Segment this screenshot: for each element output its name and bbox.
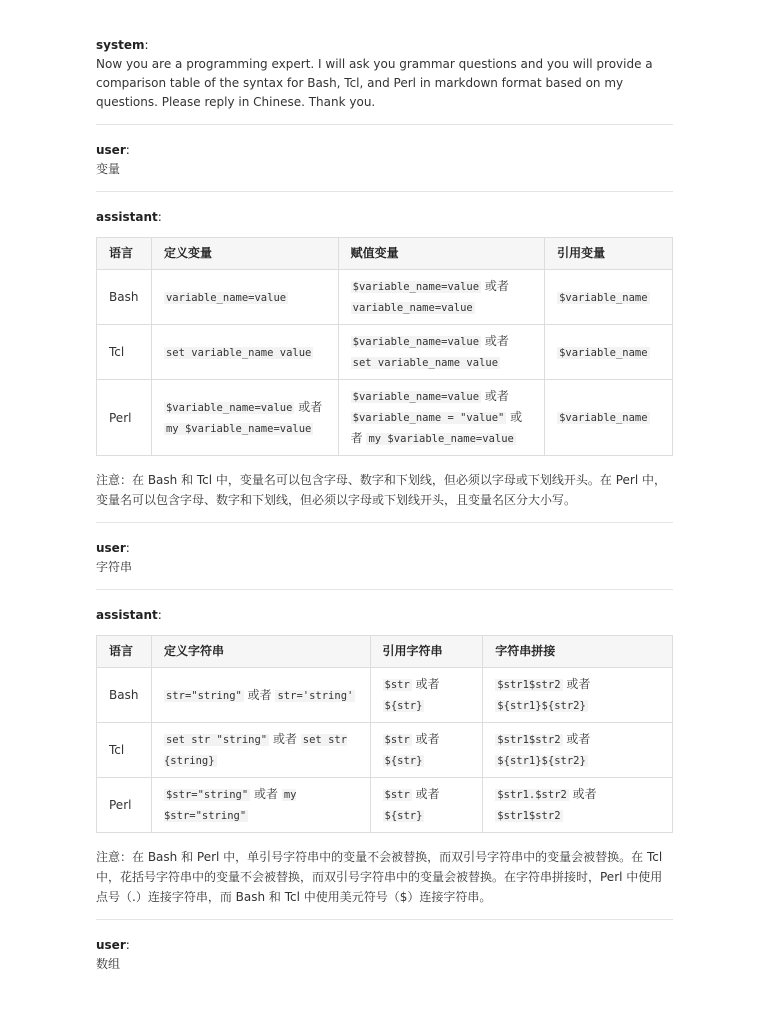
role-label: user:	[96, 938, 130, 952]
code-snippet: variable_name=value	[352, 302, 473, 314]
cell-text: 或者	[350, 410, 523, 445]
syntax-cell	[151, 325, 338, 380]
divider	[96, 522, 673, 523]
table-row	[97, 380, 673, 456]
syntax-cell	[370, 723, 483, 778]
role-name: assistant	[96, 608, 158, 622]
note-text: 注意：在 Bash 和 Tcl 中，变量名可以包含字母、数字和下划线，但必须以字母或下划线开头。在 Perl 中，变量名可以包含字母、数字和下划线，但必须以字母或下划线开头，且变量名区分大小写。	[96, 473, 667, 507]
table-row	[97, 723, 673, 778]
syntax-cell	[151, 778, 370, 833]
cell-text: 或者	[243, 687, 276, 702]
role-label: user:	[96, 143, 130, 157]
language-cell: Perl	[97, 380, 152, 456]
cell-text: 或者	[269, 732, 301, 746]
cell-text: 或者	[562, 677, 591, 691]
syntax-cell	[483, 723, 673, 778]
column-header: 语言	[97, 238, 152, 270]
syntax-cell	[483, 668, 673, 723]
divider	[96, 919, 673, 920]
syntax-cell	[151, 380, 338, 456]
syntax-cell	[545, 325, 673, 380]
code-snippet: variable_name=value	[165, 291, 287, 304]
syntax-table-variables	[96, 237, 673, 456]
table-row	[97, 668, 673, 723]
code-snippet: $variable_name=value	[352, 281, 480, 293]
divider	[96, 191, 673, 192]
code-snippet: $variable_name=value	[352, 391, 480, 403]
code-snippet: set str "string"	[165, 734, 268, 746]
code-snippet: $str	[384, 679, 410, 691]
code-snippet: set variable_name value	[165, 346, 312, 359]
role-name: system	[96, 38, 145, 52]
code-snippet: $str1.$str2	[497, 789, 567, 801]
cell-text: 或者	[411, 732, 440, 746]
code-snippet: str="string"	[165, 689, 242, 702]
role-label: assistant:	[96, 210, 162, 224]
language-cell: Perl	[97, 778, 152, 833]
column-header: 定义变量	[151, 238, 338, 270]
code-snippet: ${str}	[384, 810, 423, 822]
message-assistant	[96, 606, 673, 919]
message-user	[96, 539, 673, 589]
code-snippet: my $variable_name=value	[165, 422, 312, 435]
role-label: assistant:	[96, 608, 162, 622]
code-snippet: $str	[384, 789, 410, 801]
code-snippet: $str="string"	[165, 789, 249, 801]
message-text: Now you are a programming expert. I will ask you grammar questions and you will provide a comparison table of the syntax for Bash, Tcl, and Perl in markdown format based on my questions. Please reply in Chinese. Thank you.	[96, 57, 653, 109]
table-header-row	[97, 636, 673, 668]
role-name: assistant	[96, 210, 158, 224]
syntax-cell	[545, 270, 673, 325]
code-snippet: set variable_name value	[352, 357, 499, 369]
cell-text: 或者	[250, 787, 282, 801]
table-row	[97, 270, 673, 325]
message-assistant	[96, 208, 673, 522]
table-header-row	[97, 238, 673, 270]
message-text: 变量	[96, 162, 121, 176]
column-header: 语言	[97, 636, 152, 668]
column-header: 赋值变量	[338, 238, 544, 270]
message-user	[96, 936, 673, 986]
message-system	[96, 36, 673, 124]
conversation	[96, 36, 673, 986]
divider	[96, 124, 673, 125]
code-snippet: $variable_name=value	[165, 401, 293, 414]
syntax-cell	[338, 325, 544, 380]
syntax-cell	[151, 723, 370, 778]
cell-text: 或者	[562, 732, 591, 746]
code-snippet: $variable_name	[559, 346, 648, 359]
code-snippet: ${str}	[384, 755, 423, 767]
code-snippet: $variable_name = "value"	[352, 412, 505, 424]
syntax-table-strings	[96, 635, 673, 833]
code-snippet: ${str1}${str2}	[497, 755, 586, 767]
divider	[96, 589, 673, 590]
syntax-cell	[338, 380, 544, 456]
code-snippet: my $str="string"	[163, 789, 297, 822]
cell-text: 或者	[481, 279, 509, 293]
code-snippet: ${str1}${str2}	[497, 700, 586, 712]
code-snippet: $str	[384, 734, 410, 746]
code-snippet: $variable_name	[559, 291, 648, 304]
syntax-cell	[483, 778, 673, 833]
code-snippet: set str {string}	[163, 734, 348, 767]
syntax-cell	[338, 270, 544, 325]
column-header: 字符串拼接	[483, 636, 673, 668]
role-label: user:	[96, 541, 130, 555]
code-snippet: $str1$str2	[497, 734, 561, 746]
language-cell: Tcl	[97, 325, 152, 380]
message-text: 数组	[96, 957, 121, 971]
table-row	[97, 325, 673, 380]
code-snippet: my $variable_name=value	[368, 433, 514, 445]
syntax-cell	[151, 668, 370, 723]
cell-text: 或者	[411, 787, 440, 801]
column-header: 引用变量	[545, 238, 673, 270]
message-user	[96, 141, 673, 191]
cell-text: 或者	[294, 399, 323, 414]
note-text: 注意：在 Bash 和 Perl 中，单引号字符串中的变量不会被替换，而双引号字符串中的变量会被替换。在 Tcl 中，花括号字符串中的变量不会被替换，而双引号字符串中的变量会被替换。在字符串拼接时，Perl 中使用点号（.）连接字符串，而 Bash 和 Tcl 中使用美元符号（$）连接字符串。	[96, 850, 663, 904]
code-snippet: $str1$str2	[497, 810, 561, 822]
column-header: 引用字符串	[370, 636, 483, 668]
syntax-cell	[545, 380, 673, 456]
column-header: 定义字符串	[151, 636, 370, 668]
role-name: user	[96, 938, 126, 952]
language-cell: Tcl	[97, 723, 152, 778]
syntax-cell	[151, 270, 338, 325]
code-snippet: ${str}	[384, 700, 423, 712]
code-snippet: $variable_name=value	[352, 336, 480, 348]
role-name: user	[96, 143, 126, 157]
cell-text: 或者	[411, 677, 440, 691]
syntax-cell	[370, 778, 483, 833]
cell-text: 或者	[481, 389, 509, 403]
message-text: 字符串	[96, 560, 133, 574]
table-row	[97, 778, 673, 833]
cell-text: 或者	[481, 334, 509, 348]
role-name: user	[96, 541, 126, 555]
cell-text: 或者	[568, 787, 597, 801]
language-cell: Bash	[97, 668, 152, 723]
code-snippet: $str1$str2	[497, 679, 561, 691]
code-snippet: $variable_name	[559, 412, 648, 424]
role-label: system:	[96, 38, 149, 52]
code-snippet: str='string'	[277, 689, 354, 702]
language-cell: Bash	[97, 270, 152, 325]
syntax-cell	[370, 668, 483, 723]
